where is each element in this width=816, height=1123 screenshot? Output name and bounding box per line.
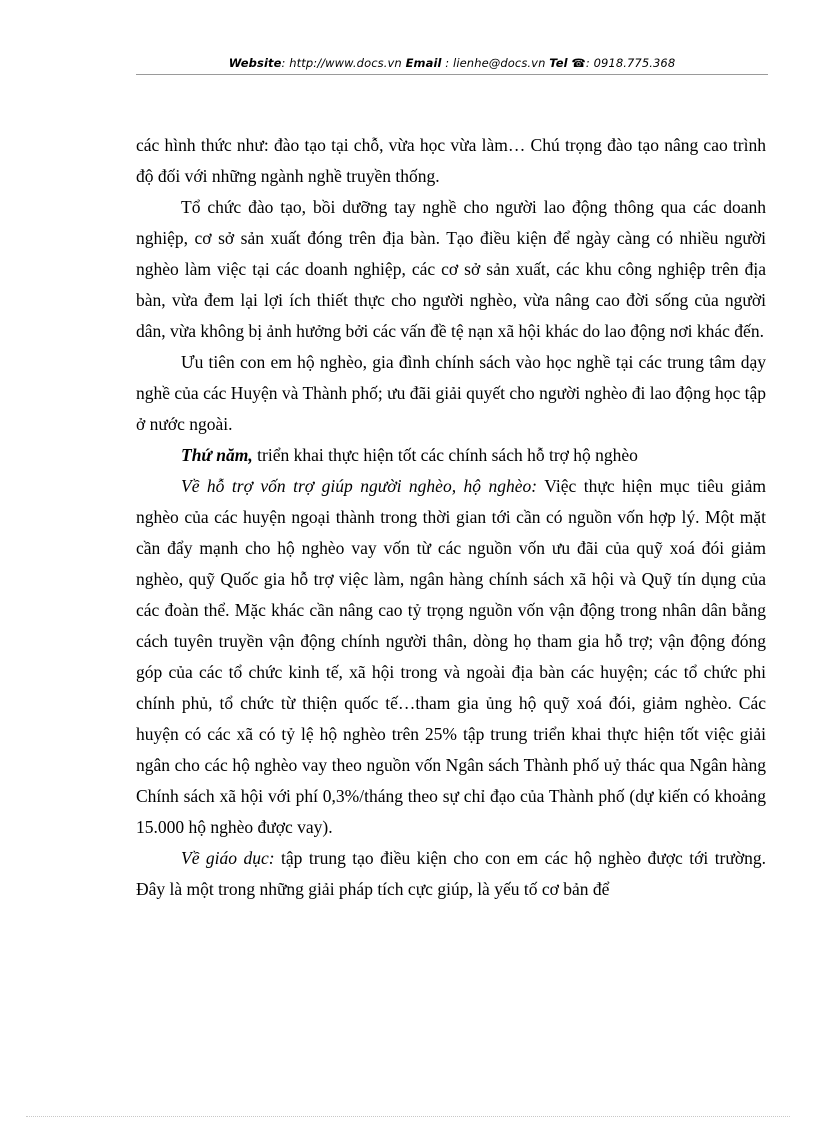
paragraph-4 [136,440,766,471]
paragraph-5-lead: Về hỗ trợ vốn trợ giúp người nghèo, hộ nghèo: [181,476,538,496]
header-divider [136,74,768,75]
paragraph-5-text: Việc thực hiện mục tiêu giảm nghèo của các huyện ngoại thành trong thời gian tới cần có nguồn vốn hợp lý. Một mặt cần đẩy mạnh cho hộ nghèo vay vốn từ các nguồn vốn ưu đãi của quỹ xoá đói giảm nghèo, quỹ Quốc gia hỗ trợ việc làm, ngân hàng chính sách xã hội và Quỹ tín dụng của các đoàn thể. Mặc khác cần nâng cao tỷ trọng nguồn vốn vận động trong nhân dân bằng cách tuyên truyền vận động chính người thân, dòng họ tham gia hỗ trợ; vận động đóng góp của các tổ chức kinh tế, xã hội trong và ngoài địa bàn các huyện; các tổ chức phi chính phủ, tổ chức từ thiện quốc tế…tham gia ủng hộ quỹ xoá đói, giảm nghèo. Các huyện có các xã có tỷ lệ hộ nghèo trên 25% tập trung triển khai thực hiện tốt việc giải ngân cho các hộ nghèo vay theo nguồn vốn Ngân sách Thành phố uỷ thác qua Ngân hàng Chính sách xã hội với phí 0,3%/tháng theo sự chỉ đạo của Thành phố (dự kiến có khoảng 15.000 hộ nghèo được vay). [136,476,766,837]
website-label: Website [228,56,282,70]
email-separator: : [441,56,454,70]
phone-icon: ☎ [571,56,586,70]
tel-label: Tel [549,56,568,70]
page-header [136,56,768,70]
paragraph-4-text: triển khai thực hiện tốt các chính sách hỗ trợ hộ nghèo [252,445,638,465]
page-bottom-border [26,1116,790,1117]
tel-number: : 0918.775.368 [585,56,676,70]
paragraph-2: Tổ chức đào tạo, bồi dưỡng tay nghề cho người lao động thông qua các doanh nghiệp, cơ sở sản xuất đóng trên địa bàn. Tạo điều kiện để ngày càng có nhiều người nghèo làm việc tại các doanh nghiệp, các cơ sở sản xuất, các khu công nghiệp trên địa bàn, vừa đem lại lợi ích thiết thực cho người nghèo, vừa nâng cao đời sống của người dân, vừa không bị ảnh hưởng bởi các vấn đề tệ nạn xã hội khác do lao động nơi khác đến. [136,197,766,341]
paragraph-1: các hình thức như: đào tạo tại chỗ, vừa học vừa làm… Chú trọng đào tạo nâng cao trình độ đối với những ngành nghề truyền thống. [136,135,766,186]
paragraph-6 [136,843,766,905]
website-url[interactable]: http://www.docs.vn [289,56,402,70]
paragraph-4-lead: Thứ năm, [181,445,253,465]
email-label: Email [405,56,442,70]
document-body [136,130,766,905]
paragraph-6-lead: Về giáo dục: [181,848,275,868]
website-separator: : [281,56,290,70]
paragraph-5 [136,471,766,843]
paragraph-6-text: tập trung tạo điều kiện cho con em các hộ nghèo được tới trường. Đây là một trong những giải pháp tích cực giúp, là yếu tố cơ bản để [136,848,766,899]
paragraph-3: Ưu tiên con em hộ nghèo, gia đình chính sách vào học nghề tại các trung tâm dạy nghề của các Huyện và Thành phố; ưu đãi giải quyết cho người nghèo đi lao động học tập ở nước ngoài. [136,352,766,434]
email-address[interactable]: lienhe@docs.vn [453,56,546,70]
